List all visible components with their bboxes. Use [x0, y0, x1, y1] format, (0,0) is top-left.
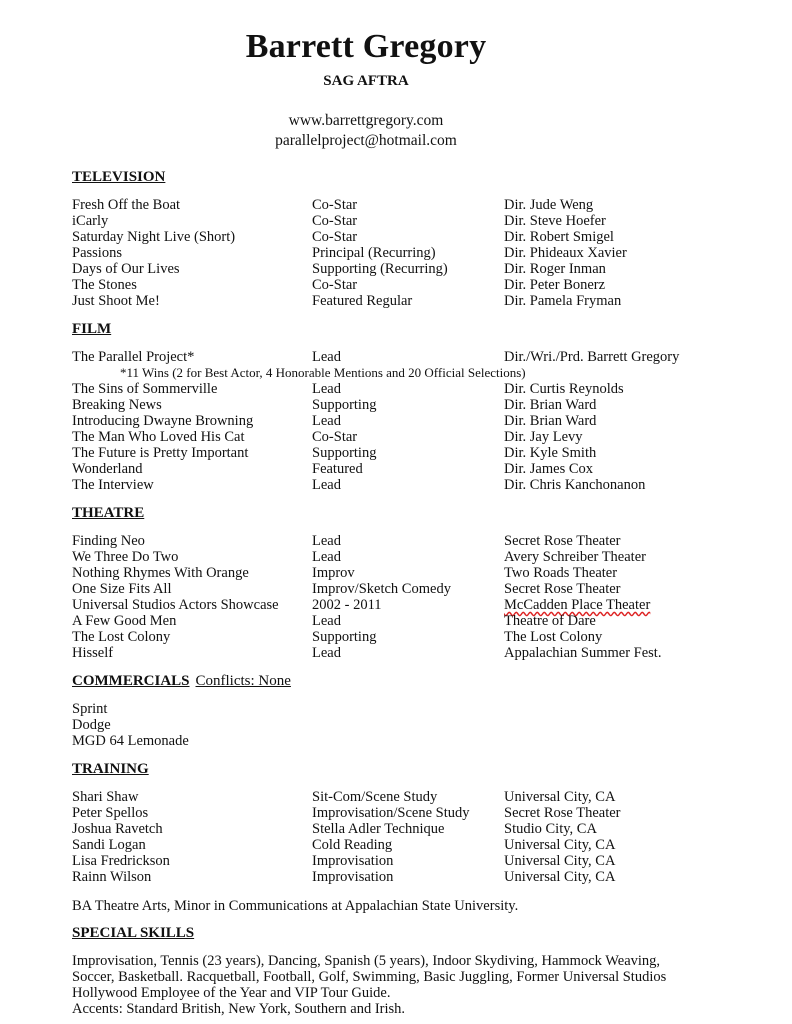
class-type: Improvisation [312, 869, 394, 885]
credit-role: Lead [312, 533, 341, 549]
theatre-row [72, 629, 732, 645]
credit-director: Dir. Peter Bonerz [504, 277, 606, 293]
class-type: Cold Reading [312, 837, 393, 853]
credit-title: We Three Do Two [72, 549, 179, 565]
television-row [72, 197, 732, 213]
film-heading: FILM [72, 321, 112, 337]
teacher-name: Sandi Logan [72, 837, 146, 853]
class-type: Sit-Com/Scene Study [312, 789, 438, 805]
credit-title: Breaking News [72, 397, 162, 413]
credit-venue: Avery Schreiber Theater [504, 549, 646, 565]
credit-role: Supporting [312, 397, 377, 413]
film-row [72, 397, 732, 413]
class-location: Universal City, CA [504, 837, 616, 853]
credit-role: Principal (Recurring) [312, 245, 436, 261]
credit-director: Dir. James Cox [504, 461, 594, 477]
theatre-row [72, 645, 732, 661]
credit-title: iCarly [72, 213, 109, 229]
credit-role: Co-Star [312, 277, 358, 293]
credit-role: Lead [312, 349, 341, 365]
film-row [72, 477, 732, 493]
credit-role: Supporting [312, 629, 377, 645]
education-line: BA Theatre Arts, Minor in Communications at Appalachian State University. [72, 898, 519, 914]
accents-line: Accents: Standard British, New York, Southern and Irish. [72, 1001, 406, 1017]
credit-title: The Parallel Project* [72, 349, 195, 365]
conflicts-note: Conflicts: None [195, 673, 291, 689]
theatre-row [72, 533, 732, 549]
credit-title: Introducing Dwayne Browning [72, 413, 254, 429]
credit-title: One Size Fits All [72, 581, 172, 597]
credit-title: Passions [72, 245, 122, 261]
credit-title: The Interview [72, 477, 154, 493]
teacher-name: Shari Shaw [72, 789, 139, 805]
class-location: Universal City, CA [504, 789, 616, 805]
film-row [72, 349, 732, 365]
theatre-row [72, 597, 732, 613]
training-row [72, 805, 732, 821]
teacher-name: Lisa Fredrickson [72, 853, 170, 869]
credit-title: The Future is Pretty Important [72, 445, 249, 461]
credit-director: Dir. Phideaux Xavier [504, 245, 627, 261]
television-row [72, 277, 732, 293]
website-link[interactable]: www.barrettgregory.com [288, 112, 444, 129]
list-item [72, 701, 732, 717]
credit-director: Dir. Robert Smigel [504, 229, 614, 245]
credit-role: Lead [312, 613, 341, 629]
credit-role: Improv [312, 565, 355, 581]
credit-title: The Stones [72, 277, 137, 293]
class-location: Universal City, CA [504, 869, 616, 885]
film-row [72, 413, 732, 429]
film-row [72, 461, 732, 477]
credit-director: Dir. Roger Inman [504, 261, 606, 277]
credit-role: Lead [312, 549, 341, 565]
training-row [72, 853, 732, 869]
television-list [72, 197, 732, 309]
credit-role: Co-Star [312, 429, 358, 445]
credit-director: Dir. Steve Hoefer [504, 213, 606, 229]
credit-director: Dir. Kyle Smith [504, 445, 597, 461]
credit-venue: McCadden Place Theater [504, 597, 651, 613]
television-row [72, 245, 732, 261]
credit-director: Dir. Brian Ward [504, 397, 597, 413]
credit-role: 2002 - 2011 [312, 597, 382, 613]
credit-role: Co-Star [312, 213, 358, 229]
film-row [72, 445, 732, 461]
commercials-heading [72, 673, 291, 690]
credit-role: Lead [312, 645, 341, 661]
credit-title: Just Shoot Me! [72, 293, 160, 309]
television-row [72, 293, 732, 309]
class-location: Universal City, CA [504, 853, 616, 869]
credit-title: The Lost Colony [72, 629, 171, 645]
actor-name: Barrett Gregory [245, 28, 487, 65]
television-row [72, 229, 732, 245]
television-row [72, 261, 732, 277]
commercials-list [72, 701, 732, 749]
credit-title: Finding Neo [72, 533, 145, 549]
credit-venue: The Lost Colony [504, 629, 603, 645]
teacher-name: Rainn Wilson [72, 869, 152, 885]
credit-role: Lead [312, 413, 341, 429]
training-list [72, 789, 732, 885]
training-row [72, 837, 732, 853]
credit-title: Saturday Night Live (Short) [72, 229, 236, 245]
film-row [72, 429, 732, 445]
credit-role: Supporting [312, 445, 377, 461]
credit-role: Improv/Sketch Comedy [312, 581, 451, 597]
special-skills-heading: SPECIAL SKILLS [72, 925, 195, 941]
credit-title: The Sins of Sommerville [72, 381, 218, 397]
credit-director: Dir. Brian Ward [504, 413, 597, 429]
credit-director: Dir. Jay Levy [504, 429, 583, 445]
credit-venue: Two Roads Theater [504, 565, 618, 581]
theatre-row [72, 549, 732, 565]
credit-title: The Man Who Loved His Cat [72, 429, 245, 445]
television-heading: TELEVISION [72, 169, 166, 185]
film-row [72, 381, 732, 397]
credit-title: Fresh Off the Boat [72, 197, 181, 213]
credit-director: Dir./Wri./Prd. Barrett Gregory [504, 349, 680, 365]
credit-title: Nothing Rhymes With Orange [72, 565, 249, 581]
credit-role: Supporting (Recurring) [312, 261, 448, 277]
credit-title: Wonderland [72, 461, 143, 477]
credit-director: Dir. Pamela Fryman [504, 293, 622, 309]
film-list [72, 349, 732, 493]
credit-venue: Secret Rose Theater [504, 533, 621, 549]
credit-role: Featured [312, 461, 363, 477]
credit-role: Co-Star [312, 197, 358, 213]
credit-venue: Appalachian Summer Fest. [504, 645, 662, 661]
class-type: Improvisation/Scene Study [312, 805, 470, 821]
theatre-row [72, 581, 732, 597]
teacher-name: Peter Spellos [72, 805, 149, 821]
special-skills-text: Improvisation, Tennis (23 years), Dancing, Spanish (5 years), Indoor Skydiving, Hammock Weaving, Soccer, Basketball. Racquetball, Football, Golf, Swimming, Basic Juggling, Former Universal Studios Hollywood Employee of the Year and VIP Tour Guide. [72, 953, 667, 1001]
training-row [72, 869, 732, 885]
commercials-title: COMMERCIALS [72, 673, 190, 689]
credit-role: Featured Regular [312, 293, 413, 309]
credit-director: Dir. Chris Kanchonanon [504, 477, 646, 493]
credit-title: Hisself [72, 645, 114, 661]
commercial-item: MGD 64 Lemonade [72, 733, 189, 749]
commercial-item: Sprint [72, 701, 108, 717]
list-item [72, 717, 732, 733]
theatre-row [72, 565, 732, 581]
credit-role: Co-Star [312, 229, 358, 245]
teacher-name: Joshua Ravetch [72, 821, 163, 837]
union-affiliation: SAG AFTRA [323, 73, 409, 89]
list-item [72, 733, 732, 749]
training-heading: TRAINING [72, 761, 149, 777]
credit-venue: Secret Rose Theater [504, 581, 621, 597]
class-location: Studio City, CA [504, 821, 597, 837]
class-type: Improvisation [312, 853, 394, 869]
commercial-item: Dodge [72, 717, 111, 733]
email-link[interactable]: parallelproject@hotmail.com [275, 132, 457, 149]
credit-title: Universal Studios Actors Showcase [72, 597, 279, 613]
class-type: Stella Adler Technique [312, 821, 445, 837]
awards-note: *11 Wins (2 for Best Actor, 4 Honorable Mentions and 20 Official Selections) [120, 365, 526, 380]
credit-role: Lead [312, 381, 341, 397]
credit-director: Dir. Jude Weng [504, 197, 594, 213]
training-row [72, 821, 732, 837]
theatre-row [72, 613, 732, 629]
training-row [72, 789, 732, 805]
credit-title: A Few Good Men [72, 613, 177, 629]
credit-director: Dir. Curtis Reynolds [504, 381, 624, 397]
theatre-list [72, 533, 732, 661]
class-location: Secret Rose Theater [504, 805, 621, 821]
theatre-heading: THEATRE [72, 505, 145, 521]
credit-role: Lead [312, 477, 341, 493]
credit-title: Days of Our Lives [72, 261, 180, 277]
credit-venue: Theatre of Dare [504, 613, 596, 629]
television-row [72, 213, 732, 229]
